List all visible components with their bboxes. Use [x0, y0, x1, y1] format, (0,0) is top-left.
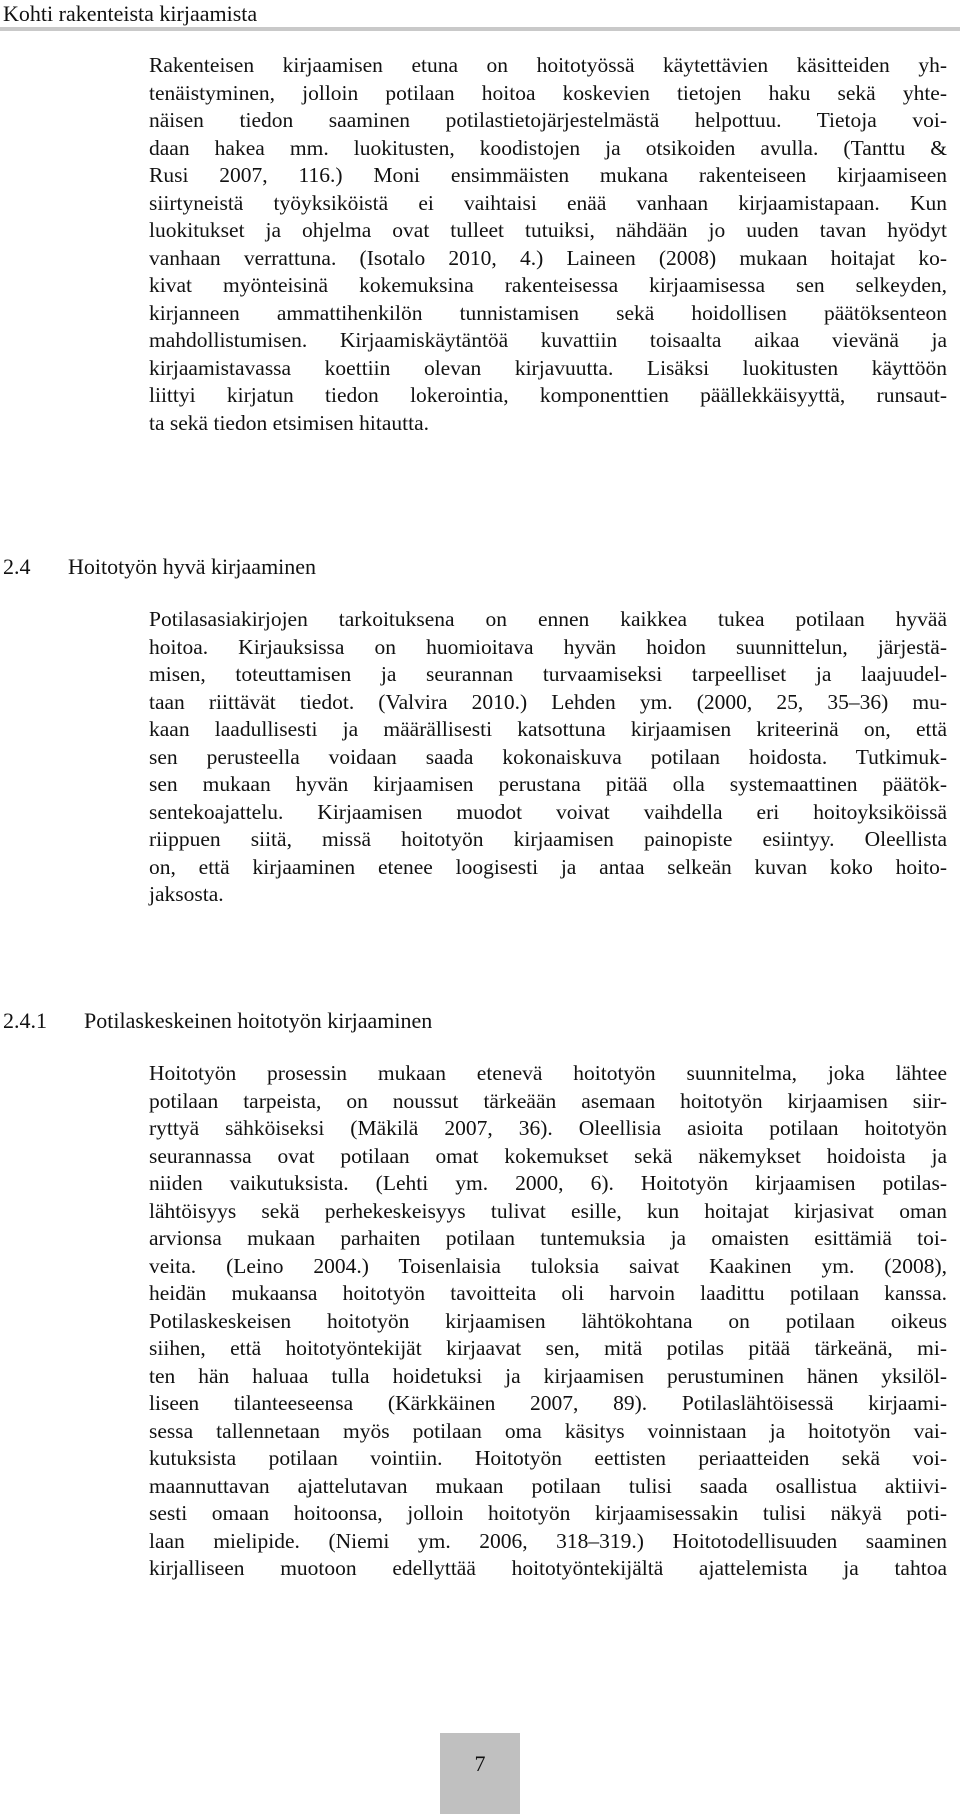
text-line: misen, toteuttamisen ja seurannan turvaamiseksi tarpeelliset ja laajuudel- — [149, 662, 947, 686]
text-line: mahdollistumisen. Kirjaamiskäytäntöä kuvattiin toisaalta aikaa vievänä ja — [149, 328, 947, 352]
text-line: heidän mukaansa hoitotyön tavoitteita oli harvoin laadittu potilaan kanssa. — [149, 1281, 947, 1305]
text-line: jaksosta. — [149, 882, 224, 906]
text-line: arvionsa mukaan parhaiten potilaan tuntemuksia ja omaisten esittämiä toi- — [149, 1226, 947, 1250]
text-line: ryttyä sähköiseksi (Mäkilä 2007, 36). Oleellisia asioita potilaan hoitotyön — [149, 1116, 947, 1140]
section-heading-2-4-1 — [0, 1006, 960, 1036]
section-number: 2.4.1 — [3, 1008, 47, 1033]
running-header — [0, 0, 960, 32]
text-line: taan riittävät tiedot. (Valvira 2010.) Lehden ym. (2000, 25, 35–36) mu- — [149, 689, 947, 714]
text-line: vanhaan verrattuna. (Isotalo 2010, 4.) Laineen (2008) mukaan hoitajat ko- — [149, 245, 947, 270]
text-line: kaan laadullisesti ja määrällisesti katsottuna kirjaamisen kriteerinä on, että — [149, 717, 947, 741]
text-line: riippuen siitä, missä hoitotyön kirjaamisen painopiste esiintyy. Oleellista — [149, 827, 947, 851]
text-line: niiden vaikutuksista. (Lehti ym. 2000, 6). Hoitotyön kirjaamisen potilas- — [149, 1171, 947, 1195]
text-line: Potilaskeskeisen hoitotyön kirjaamisen lähtökohtana on potilaan oikeus — [149, 1308, 947, 1333]
text-line: lähtöisyys sekä perhekeskeisyys tulivat esille, kun hoitajat kirjasivat oman — [149, 1198, 947, 1223]
text-line: kivat myönteisinä kokemuksina rakenteisessa kirjaamisessa sen selkeyden, — [149, 273, 947, 297]
section-number: 2.4 — [3, 554, 31, 579]
text-line: sen mukaan hyvän kirjaamisen perustana pitää olla systemaattinen päätök- — [149, 772, 947, 796]
section-title: Hoitotyön hyvä kirjaaminen — [68, 554, 317, 579]
text-line: on, että kirjaaminen etenee loogisesti ja antaa selkeän kuvan koko hoito- — [149, 854, 947, 879]
text-line: seurannassa ovat potilaan omat kokemukset sekä näkemykset hoidoista ja — [149, 1143, 947, 1168]
page-number: 7 — [474, 1751, 486, 1776]
text-line: luokitukset ja ohjelma ovat tulleet tutuiksi, nähdään jo uuden tavan hyödyt — [149, 218, 947, 242]
text-line: kirjanneen ammattihenkilön tunnistamisen sekä hoidollisen päätöksenteon — [149, 300, 947, 325]
text-line: hoitoa. Kirjauksissa on huomioitava hyvän hoidon suunnittelun, järjestä- — [149, 634, 947, 659]
text-line: laan mielipide. (Niemi ym. 2006, 318–319.) Hoitotodellisuuden saaminen — [149, 1528, 947, 1553]
text-line: kirjaamistavassa koettiin olevan kirjavuutta. Lisäksi luokitusten käyttöön — [149, 355, 947, 380]
paragraph-3 — [149, 1060, 947, 1583]
paragraph-2 — [149, 606, 947, 909]
text-line: liittyi kirjatun tiedon lokerointia, komponenttien päällekkäisyyttä, runsaut- — [149, 383, 947, 407]
text-line: Rusi 2007, 116.) Moni ensimmäisten mukana rakenteiseen kirjaamiseen — [149, 163, 947, 187]
text-line: ta sekä tiedon etsimisen hitautta. — [149, 410, 430, 435]
text-line: daan hakea mm. luokitusten, koodistojen ja otsikoiden avulla. (Tanttu & — [149, 135, 947, 160]
text-line: siihen, että hoitotyöntekijät kirjaavat sen, mitä potilas pitää tärkeänä, mi- — [149, 1336, 947, 1360]
text-line: Rakenteisen kirjaamisen etuna on hoitotyössä käytettävien käsitteiden yh- — [149, 53, 947, 77]
text-line: sen perusteella voidaan saada kokonaiskuva potilaan hoidosta. Tutkimuk- — [149, 744, 947, 769]
text-line: liseen tilanteeseensa (Kärkkäinen 2007, 89). Potilaslähtöisessä kirjaami- — [149, 1391, 947, 1415]
text-line: näisen tiedon saaminen potilastietojärjestelmästä helpottuu. Tietoja voi- — [149, 108, 947, 132]
text-line: sesti omaan hoitoonsa, jolloin hoitotyön kirjaamisessakin tulisi näkyä poti- — [149, 1501, 947, 1525]
text-line: Hoitotyön prosessin mukaan etenevä hoitotyön suunnitelma, joka lähtee — [149, 1061, 947, 1085]
header-divider — [0, 27, 960, 31]
text-line: sessa tallennetaan myös potilaan oma käsitys voinnistaan ja hoitotyön vai- — [149, 1418, 947, 1443]
text-line: veita. (Leino 2004.) Toisenlaisia tuloksia saivat Kaakinen ym. (2008), — [149, 1253, 947, 1278]
text-line: ten hän haluaa tulla hoidetuksi ja kirjaamisen perustuminen hänen yksilöl- — [149, 1363, 947, 1388]
text-line: maannuttavan ajattelutavan mukaan potilaan tulisi saada osallistua aktiivi- — [149, 1473, 947, 1498]
text-line: Potilasasiakirjojen tarkoituksena on ennen kaikkea tukea potilaan hyvää — [149, 607, 947, 631]
section-heading-2-4 — [0, 552, 960, 582]
text-line: sentekoajattelu. Kirjaamisen muodot voivat vaihdella eri hoitoyksiköissä — [149, 799, 947, 824]
section-title: Potilaskeskeinen hoitotyön kirjaaminen — [84, 1008, 433, 1033]
text-line: kutuksista potilaan vointiin. Hoitotyön eettisten periaatteiden sekä voi- — [149, 1446, 947, 1470]
text-line: tenäistyminen, jolloin potilaan hoitoa koskevien tietojen haku sekä yhte- — [149, 80, 947, 105]
document-title: Kohti rakenteista kirjaamista — [3, 1, 258, 26]
page-number-box — [440, 1733, 520, 1814]
text-line: kirjalliseen muotoon edellyttää hoitotyöntekijältä ajattelemista ja tahtoa — [149, 1556, 947, 1580]
paragraph-1 — [149, 52, 947, 437]
text-line: siirtyneistä työyksiköistä ei vaihtaisi enää vanhaan kirjaamistapaan. Kun — [149, 190, 947, 215]
text-line: potilaan tarpeista, on noussut tärkeään asemaan hoitotyön kirjaamisen siir- — [149, 1088, 947, 1113]
